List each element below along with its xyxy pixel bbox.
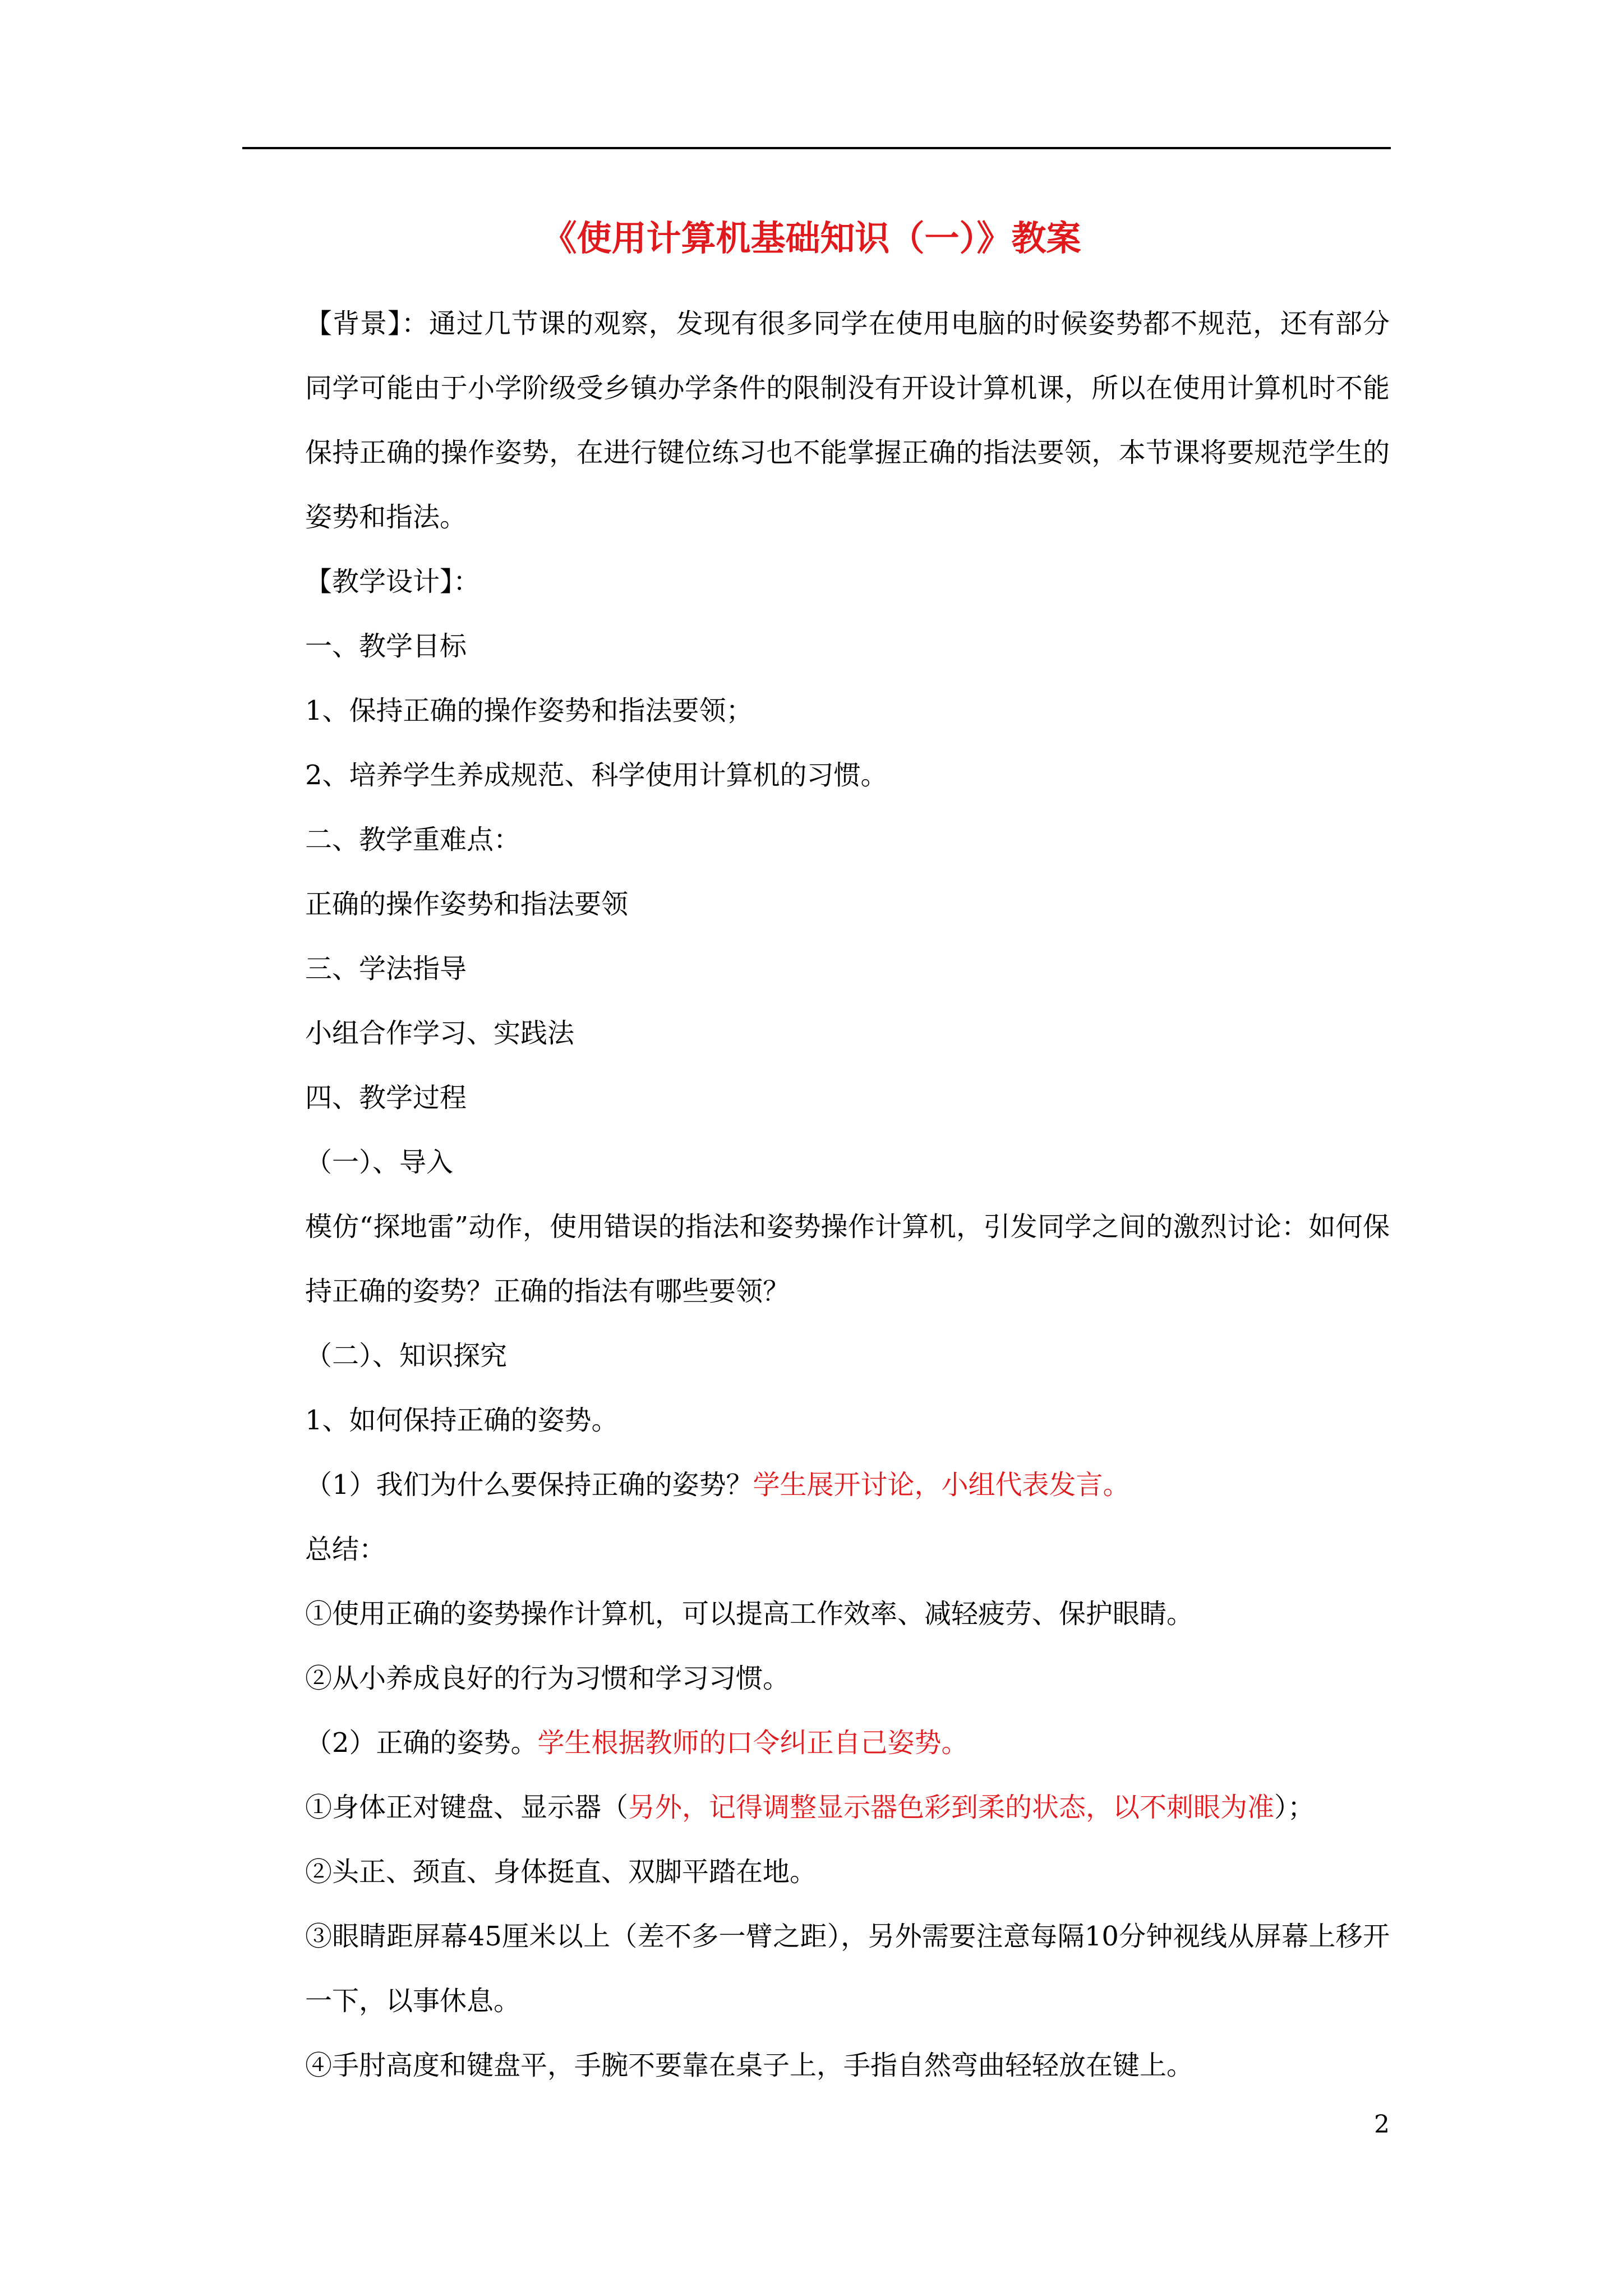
posture-item: ②头正、颈直、身体挺直、双脚平踏在地。: [305, 1856, 817, 1888]
question-line: [251, 1453, 1390, 1517]
summary-label: 总结：: [305, 1534, 386, 1565]
summary-item: ②从小养成良好的行为习惯和学习习惯。: [305, 1663, 790, 1694]
subsection-heading-intro: （一）、导入: [305, 1147, 454, 1178]
section-heading-method: 三、学法指导: [305, 953, 467, 984]
item-heading: 1、如何保持正确的姿势。: [305, 1405, 619, 1436]
posture-end: ）；: [1274, 1792, 1315, 1823]
intro-paragraph: 模仿“探地雷”动作，使用错误的指法和姿势操作计算机，引发同学之间的激烈讨论：如何保持正确的姿势？正确的指法有哪些要领？: [305, 1211, 1390, 1307]
background-text: 通过几节课的观察，发现有很多同学在使用电脑的时候姿势都不规范，还有部分同学可能由于小学阶级受乡镇办学条件的限制没有开设计算机课，所以在使用计算机时不能保持正确的操作姿势，在进行键位练习也不能掌握正确的指法要领，本节课将要规范学生的姿势和指法。: [305, 308, 1390, 533]
section-heading-process: 四、教学过程: [305, 1082, 467, 1114]
subsection-heading-explore: （二）、知识探究: [305, 1340, 508, 1372]
goal-item: 1、保持正确的操作姿势和指法要领；: [305, 695, 753, 726]
section-heading-goals: 一、教学目标: [305, 631, 467, 662]
document-title: 《使用计算机基础知识（一）》教案: [542, 218, 1081, 259]
question-note: 学生展开讨论，小组代表发言。: [753, 1469, 1130, 1501]
section-heading-keypoints: 二、教学重难点：: [305, 824, 521, 855]
page-number: 2: [1374, 2110, 1390, 2139]
header-rule: [242, 147, 1391, 149]
design-heading: 【教学设计】：: [305, 566, 481, 597]
goal-item: 2、培养学生养成规范、科学使用计算机的习惯。: [305, 760, 888, 791]
question-text: （1）我们为什么要保持正确的姿势？: [305, 1469, 753, 1501]
question-note: 学生根据教师的口令纠正自己姿势。: [537, 1727, 969, 1759]
keypoint-text: 正确的操作姿势和指法要领: [305, 889, 629, 920]
background-paragraph: [251, 292, 1390, 550]
question-line: [251, 1711, 1390, 1775]
question-text: （2）正确的姿势。: [305, 1727, 538, 1759]
posture-item: [251, 1775, 1390, 1840]
summary-item: ①使用正确的姿势操作计算机，可以提高工作效率、减轻疲劳、保护眼睛。: [305, 1598, 1194, 1630]
document-body: [251, 292, 1390, 2098]
posture-text: ①身体正对键盘、显示器（: [305, 1792, 629, 1823]
posture-item: ③眼睛距屏幕45厘米以上（差不多一臂之距），另外需要注意每隔10分钟视线从屏幕上移开一下，以事休息。: [305, 1921, 1390, 2017]
method-text: 小组合作学习、实践法: [305, 1018, 575, 1049]
posture-item: ④手肘高度和键盘平，手腕不要靠在桌子上，手指自然弯曲轻轻放在键上。: [305, 2050, 1194, 2081]
posture-note: 另外，记得调整显示器色彩到柔的状态，以不刺眼为准: [628, 1792, 1275, 1823]
background-label: 【背景】：: [305, 308, 429, 339]
